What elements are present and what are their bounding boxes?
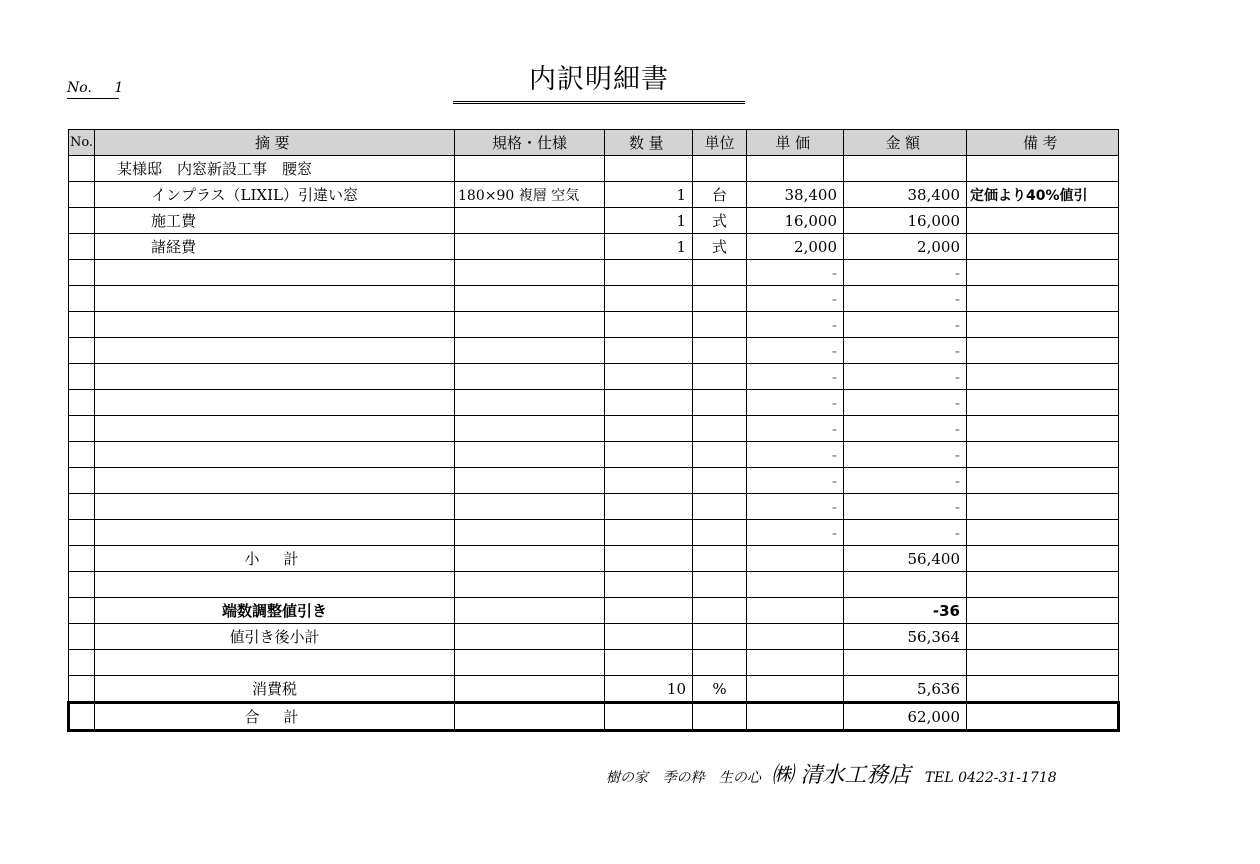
row-remarks: 定価より40%値引 [967,182,1119,208]
row-unit [693,260,747,286]
header-unit-price: 単価 [747,130,844,156]
table-row [69,260,1119,286]
slogan-1: 樹の家 [606,770,648,786]
tax-row [69,676,1119,703]
table-row [69,156,1119,182]
breakdown-table [67,129,1120,732]
row-spec [455,364,605,390]
row-unit [693,520,747,546]
row-spec [455,416,605,442]
document-title: 内訳明細書 [453,62,745,104]
row-unit-price: 38,400 [747,182,844,208]
row-remarks [967,260,1119,286]
row-unit-price [747,156,844,182]
row-no-cell [69,338,95,364]
tax-amount: 5,636 [844,676,967,703]
document-number-label: No. [67,80,92,96]
row-remarks [967,494,1119,520]
rounding-discount-label: 端数調整値引き [95,598,455,624]
row-amount: 38,400 [844,182,967,208]
row-unit-price: - [747,286,844,312]
row-spec [455,260,605,286]
row-unit-price: - [747,338,844,364]
row-unit [693,416,747,442]
row-spec [455,338,605,364]
row-no-cell [69,286,95,312]
row-description [95,494,455,520]
document-title-wrapper [453,62,745,104]
row-unit-price: - [747,494,844,520]
row-description [95,390,455,416]
row-unit-price: 2,000 [747,234,844,260]
table-row [69,338,1119,364]
header-amount: 金額 [844,130,967,156]
subtotal-label: 小計 [95,546,455,572]
row-spec [455,156,605,182]
row-unit-price: - [747,312,844,338]
row-remarks [967,390,1119,416]
slogan-2: 季の粋 [662,770,705,786]
row-description [95,338,455,364]
subtotal-row [69,546,1119,572]
row-quantity [605,156,693,182]
row-amount: - [844,494,967,520]
row-quantity [605,338,693,364]
row-remarks [967,520,1119,546]
row-quantity: 1 [605,182,693,208]
row-quantity [605,416,693,442]
table-row [69,442,1119,468]
row-description [95,364,455,390]
row-quantity: 1 [605,208,693,234]
row-quantity [605,442,693,468]
row-description [95,442,455,468]
row-spec: 180×90 複層 空気 [455,182,605,208]
row-quantity [605,390,693,416]
row-no-cell [69,208,95,234]
row-no-cell [69,312,95,338]
row-amount: - [844,442,967,468]
row-no-cell [69,182,95,208]
row-description [95,416,455,442]
row-unit-price: - [747,520,844,546]
row-description [95,286,455,312]
row-quantity [605,286,693,312]
row-no-cell [69,234,95,260]
row-no-cell [69,442,95,468]
table-row [69,208,1119,234]
row-spec [455,208,605,234]
row-spec [455,312,605,338]
table-row [69,390,1119,416]
row-no-cell [69,156,95,182]
row-spec [455,442,605,468]
rounding-discount-amount: -36 [844,598,967,624]
row-remarks [967,442,1119,468]
row-unit-price: - [747,416,844,442]
row-no-cell [69,468,95,494]
table-row [69,286,1119,312]
row-spec [455,520,605,546]
subtotal-amount: 56,400 [844,546,967,572]
table-row [69,494,1119,520]
row-unit-price: - [747,260,844,286]
row-unit [693,390,747,416]
row-no-cell [69,494,95,520]
row-description [95,468,455,494]
row-remarks [967,234,1119,260]
company-name: ㈱ 清水工務店 [771,763,911,788]
row-no-cell [69,520,95,546]
row-amount: 2,000 [844,234,967,260]
total-label: 合計 [95,703,455,731]
row-no-cell [69,416,95,442]
row-spec [455,234,605,260]
header-remarks: 備考 [967,130,1119,156]
row-amount [844,156,967,182]
row-amount: - [844,338,967,364]
row-unit [693,494,747,520]
row-amount: - [844,286,967,312]
table-row [69,468,1119,494]
row-unit-price: 16,000 [747,208,844,234]
table-row [69,364,1119,390]
row-amount: - [844,312,967,338]
row-unit [693,312,747,338]
after-discount-amount: 56,364 [844,624,967,650]
row-amount: - [844,468,967,494]
row-remarks [967,208,1119,234]
rounding-discount-row [69,598,1119,624]
row-unit: 台 [693,182,747,208]
row-quantity [605,364,693,390]
row-amount: 16,000 [844,208,967,234]
header-spec: 規格・仕様 [455,130,605,156]
header-quantity: 数量 [605,130,693,156]
row-remarks [967,468,1119,494]
row-description: インプラス（LIXIL）引違い窓 [95,182,455,208]
company-tel: TEL 0422-31-1718 [924,770,1057,786]
row-quantity: 1 [605,234,693,260]
row-quantity [605,520,693,546]
row-description [95,260,455,286]
row-unit [693,364,747,390]
total-amount: 62,000 [844,703,967,731]
row-remarks [967,286,1119,312]
row-unit-price: - [747,390,844,416]
tax-rate-unit: % [693,676,747,703]
row-description [95,520,455,546]
row-remarks [967,156,1119,182]
row-unit: 式 [693,208,747,234]
row-amount: - [844,416,967,442]
header-description: 摘要 [95,130,455,156]
after-discount-label: 値引き後小計 [95,624,455,650]
row-amount: - [844,260,967,286]
row-unit [693,338,747,364]
row-no-cell [69,390,95,416]
row-remarks [967,312,1119,338]
row-spec [455,390,605,416]
row-quantity [605,312,693,338]
header-unit: 単位 [693,130,747,156]
header-no: No. [69,130,95,156]
row-spec [455,468,605,494]
row-spec [455,286,605,312]
tax-label: 消費税 [95,676,455,703]
row-description: 諸経費 [95,234,455,260]
row-unit [693,442,747,468]
after-discount-row [69,624,1119,650]
tax-rate: 10 [605,676,693,703]
row-unit-price: - [747,442,844,468]
row-description: 某様邸 内窓新設工事 腰窓 [95,156,455,182]
document-number-value: 1 [114,80,124,96]
document-number [67,80,124,99]
table-row [69,312,1119,338]
row-remarks [967,364,1119,390]
blank-row [69,650,1119,676]
row-unit [693,156,747,182]
row-remarks [967,338,1119,364]
row-unit-price: - [747,364,844,390]
total-row [69,703,1119,731]
blank-row [69,572,1119,598]
row-amount: - [844,390,967,416]
row-remarks [967,416,1119,442]
table-header-row [69,130,1119,156]
row-description [95,312,455,338]
company-footer [606,758,1106,789]
row-description: 施工費 [95,208,455,234]
table-row [69,182,1119,208]
row-quantity [605,494,693,520]
table-row [69,416,1119,442]
table-row [69,234,1119,260]
row-unit-price: - [747,468,844,494]
row-unit [693,468,747,494]
row-amount: - [844,364,967,390]
table-row [69,520,1119,546]
row-unit: 式 [693,234,747,260]
row-no-cell [69,364,95,390]
slogan-3: 生の心 [718,770,761,786]
row-quantity [605,260,693,286]
row-no-cell [69,260,95,286]
row-unit [693,286,747,312]
row-quantity [605,468,693,494]
row-amount: - [844,520,967,546]
row-spec [455,494,605,520]
